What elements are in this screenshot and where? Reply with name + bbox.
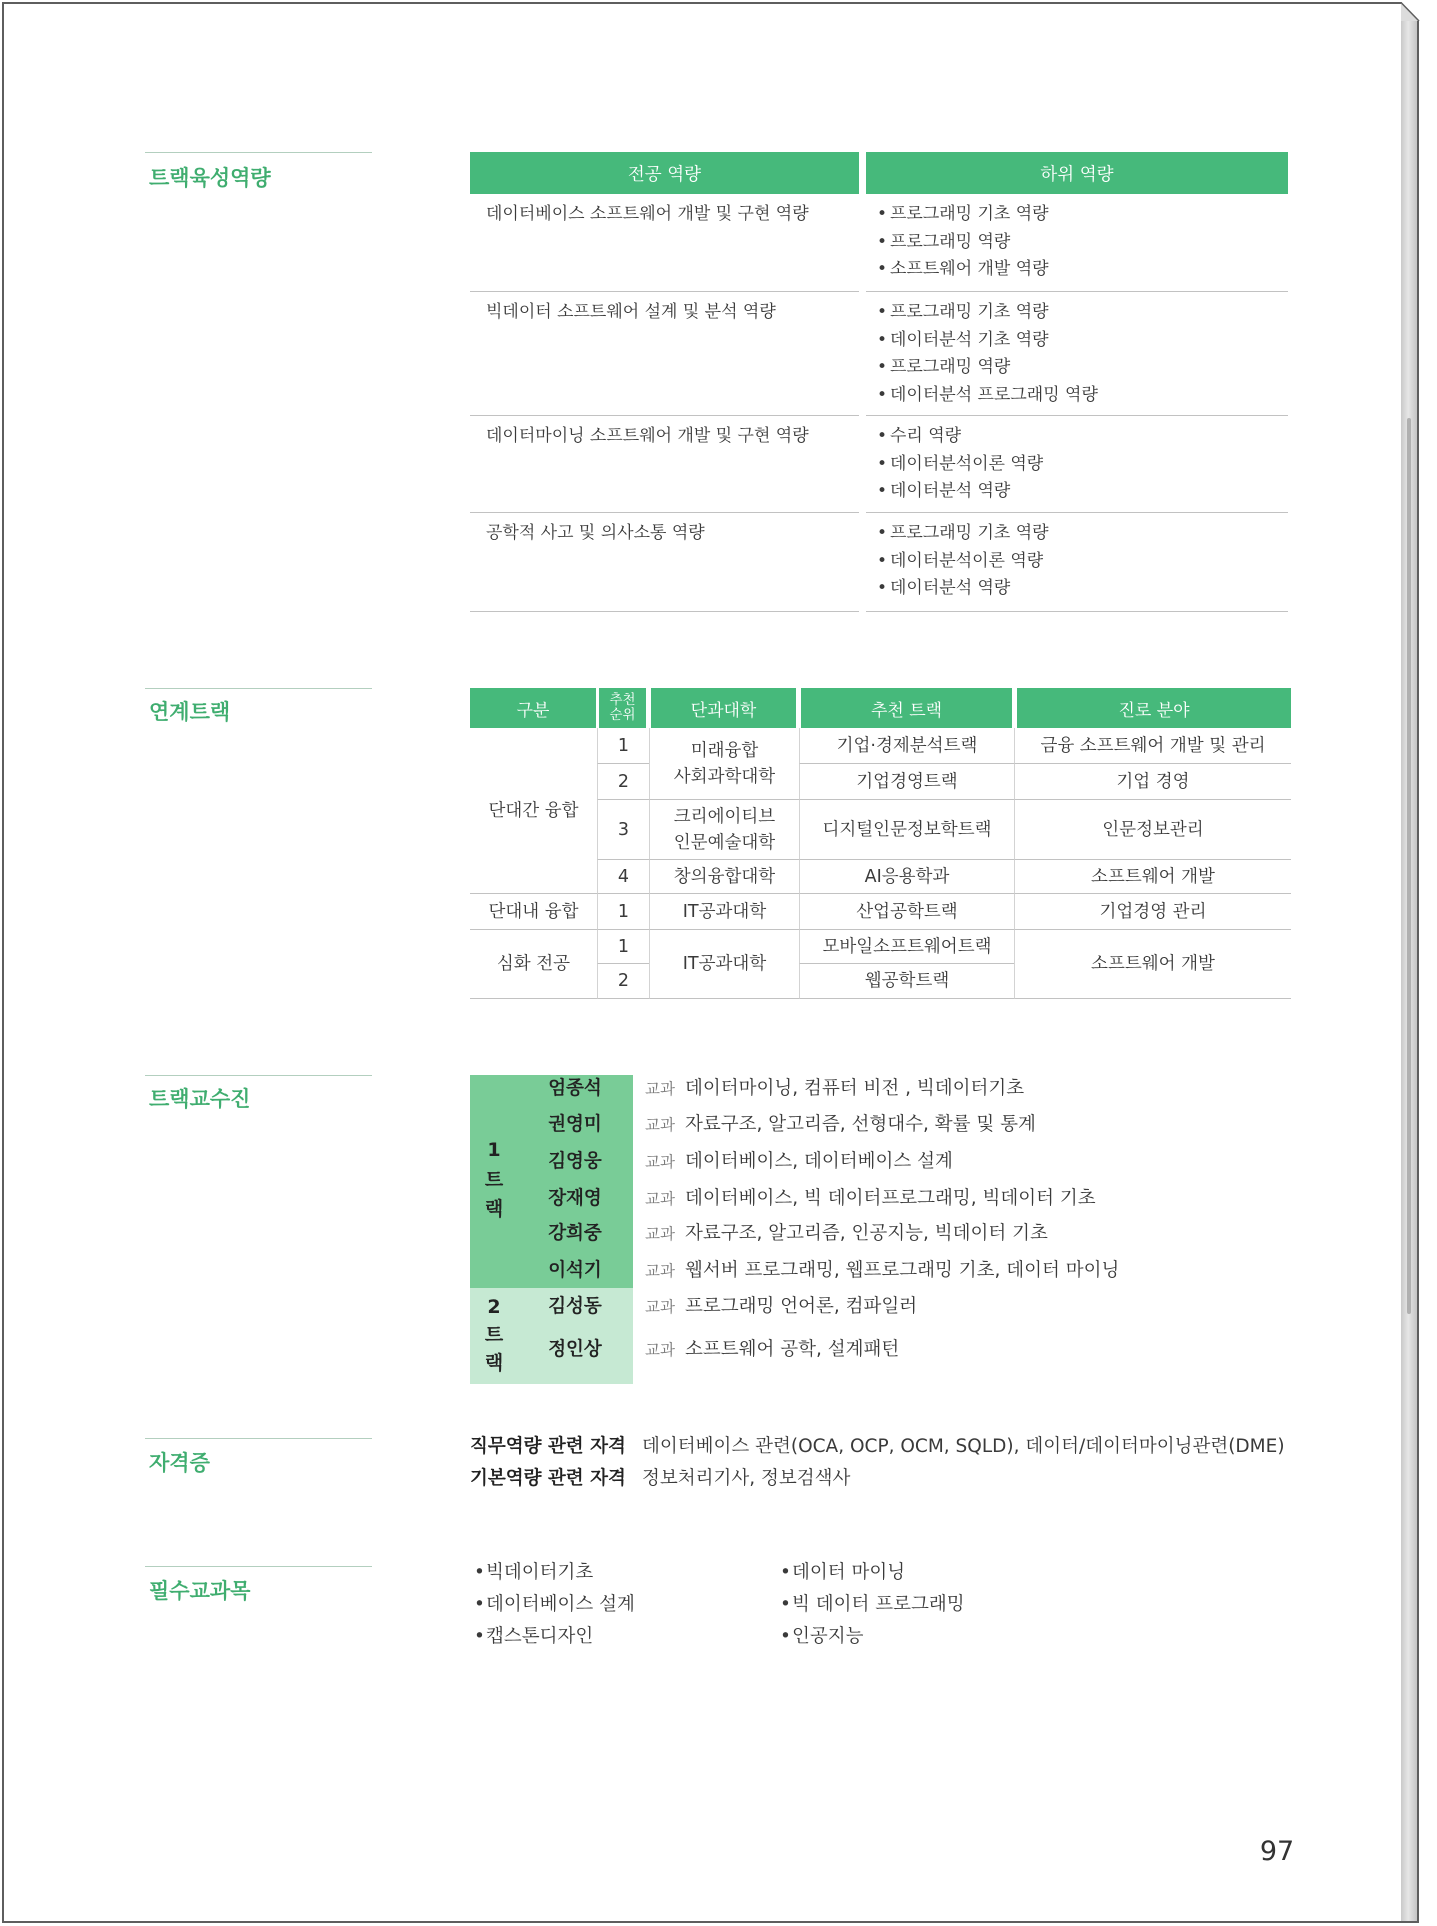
professor-subjects: 데이터베이스, 데이터베이스 설계 bbox=[685, 1151, 953, 1172]
professor-name: 김성동 bbox=[548, 1296, 602, 1317]
career-cell: 금융 소프트웨어 개발 및 관리 bbox=[1014, 728, 1291, 764]
sub-competency-item: • 프로그래밍 역량 bbox=[866, 354, 1288, 382]
professor-name: 강희중 bbox=[548, 1223, 602, 1244]
faculty-row bbox=[470, 1071, 1370, 1107]
required-courses-list-right bbox=[776, 1557, 965, 1653]
college-line: 창의융합대학 bbox=[673, 866, 776, 887]
certificates-section-title: 자격증 bbox=[149, 1451, 210, 1475]
track-label-char: 트 bbox=[484, 1324, 504, 1346]
required-course-item: • 데이터 마이닝 bbox=[776, 1557, 965, 1589]
professor-subjects: 자료구조, 알고리즘, 선형대수, 확률 및 통계 bbox=[685, 1114, 1036, 1135]
college-line: 인문예술대학 bbox=[673, 832, 776, 853]
certificate-value: 데이터베이스 관련(OCA, OCP, OCM, SQLD), 데이터/데이터마이닝관련(DME) bbox=[642, 1436, 1285, 1457]
sub-competency-item: • 프로그래밍 기초 역량 bbox=[866, 520, 1288, 548]
track-cell: AI응용학과 bbox=[799, 860, 1014, 894]
professor-subjects: 데이터베이스, 빅 데이터프로그래밍, 빅데이터 기초 bbox=[685, 1188, 1096, 1209]
sub-competency-item: • 데이터분석이론 역량 bbox=[866, 548, 1288, 576]
track-cell: 디지털인문정보학트랙 bbox=[799, 800, 1014, 860]
professor-name: 김영웅 bbox=[548, 1151, 602, 1172]
professor-name: 장재영 bbox=[548, 1188, 602, 1209]
track-cell: 웹공학트랙 bbox=[799, 964, 1014, 999]
category-cell: 단대내 융합 bbox=[470, 894, 597, 930]
required-course-item: • 빅 데이터 프로그래밍 bbox=[776, 1589, 965, 1621]
rank-cell: 1 bbox=[597, 728, 649, 764]
college-line: 미래융합 bbox=[690, 740, 759, 761]
professor-subjects: 소프트웨어 공학, 설계패턴 bbox=[685, 1339, 900, 1360]
faculty-row bbox=[470, 1289, 1370, 1325]
rank-cell: 1 bbox=[597, 894, 649, 930]
sub-competency-item: • 프로그래밍 기초 역량 bbox=[866, 299, 1288, 327]
certificate-row bbox=[470, 1465, 1370, 1493]
sub-competency-list bbox=[866, 416, 1288, 513]
college-line: IT공과대학 bbox=[682, 954, 767, 974]
faculty-row bbox=[470, 1253, 1370, 1289]
category-cell: 단대간 융합 bbox=[470, 728, 597, 894]
subject-label: 교과 bbox=[645, 1190, 675, 1208]
track-cell: 기업·경제분석트랙 bbox=[799, 728, 1014, 764]
professor-subjects: 프로그래밍 언어론, 컴파일러 bbox=[685, 1296, 918, 1317]
major-competency-cell: 데이터베이스 소프트웨어 개발 및 구현 역량 bbox=[470, 194, 859, 292]
career-cell: 기업경영 관리 bbox=[1014, 894, 1291, 930]
professor-name: 권영미 bbox=[548, 1114, 602, 1135]
subject-label: 교과 bbox=[645, 1116, 675, 1134]
sub-competency-item: • 소프트웨어 개발 역량 bbox=[866, 256, 1288, 284]
sub-competency-list bbox=[866, 194, 1288, 292]
page-number: 97 bbox=[1259, 1836, 1295, 1867]
professor-subjects: 자료구조, 알고리즘, 인공지능, 빅데이터 기초 bbox=[685, 1223, 1048, 1244]
faculty-row bbox=[470, 1144, 1370, 1180]
required-courses-section-title: 필수교과목 bbox=[149, 1579, 251, 1603]
sub-competency-item: • 데이터분석이론 역량 bbox=[866, 451, 1288, 479]
required-course-item: • 빅데이터기초 bbox=[470, 1557, 635, 1589]
sub-competency-item: • 프로그래밍 역량 bbox=[866, 229, 1288, 257]
track-cell: 모바일소프트웨어트랙 bbox=[799, 930, 1014, 964]
faculty-row bbox=[470, 1181, 1370, 1217]
rank-cell: 4 bbox=[597, 860, 649, 894]
rank-cell: 2 bbox=[597, 964, 649, 999]
faculty-row bbox=[470, 1332, 1370, 1368]
subject-label: 교과 bbox=[645, 1080, 675, 1098]
career-cell: 인문정보관리 bbox=[1014, 800, 1291, 860]
sub-competency-item: • 데이터분석 역량 bbox=[866, 478, 1288, 506]
subject-label: 교과 bbox=[645, 1225, 675, 1243]
professor-name: 이석기 bbox=[548, 1260, 602, 1281]
sub-competency-list bbox=[866, 513, 1288, 612]
competency-section-title: 트랙육성역량 bbox=[149, 166, 271, 190]
faculty-section-rule bbox=[145, 1075, 372, 1076]
required-courses-section-rule bbox=[145, 1566, 372, 1567]
rank-cell: 2 bbox=[597, 764, 649, 800]
required-course-item: • 캡스톤디자인 bbox=[470, 1621, 635, 1653]
sub-competency-item: • 데이터분석 기초 역량 bbox=[866, 327, 1288, 355]
college-cell bbox=[649, 894, 799, 930]
required-courses-list-left bbox=[470, 1557, 635, 1653]
sub-competency-list bbox=[866, 292, 1288, 416]
subject-label: 교과 bbox=[645, 1153, 675, 1171]
category-cell: 심화 전공 bbox=[470, 930, 597, 999]
category-header: 구분 bbox=[470, 688, 596, 728]
sub-competency-item: • 데이터분석 프로그래밍 역량 bbox=[866, 382, 1288, 410]
linked-track-section-title: 연계트랙 bbox=[149, 700, 231, 724]
career-cell: 기업 경영 bbox=[1014, 764, 1291, 800]
subject-label: 교과 bbox=[645, 1341, 675, 1359]
certificates-section-rule bbox=[145, 1438, 372, 1439]
track-label-char: 트 bbox=[484, 1168, 504, 1191]
professor-subjects: 데이터마이닝, 컴퓨터 비전 , 빅데이터기초 bbox=[685, 1078, 1025, 1099]
track-label-char: 1 bbox=[487, 1139, 501, 1161]
professor-name: 엄종석 bbox=[548, 1078, 602, 1099]
track-label-char: 랙 bbox=[484, 1352, 504, 1374]
rank-cell: 3 bbox=[597, 800, 649, 860]
college-header: 단과대학 bbox=[651, 688, 796, 728]
competency-section-rule bbox=[145, 152, 372, 153]
professor-subjects: 웹서버 프로그래밍, 웹프로그래밍 기초, 데이터 마이닝 bbox=[685, 1260, 1120, 1281]
sub-competency-item: • 데이터분석 역량 bbox=[866, 575, 1288, 603]
faculty-row bbox=[470, 1107, 1370, 1143]
rank-header-line: 순위 bbox=[609, 707, 636, 723]
page-curl-icon bbox=[1399, 0, 1421, 24]
college-line: IT공과대학 bbox=[682, 901, 767, 922]
page-edge-highlight bbox=[1407, 418, 1411, 1314]
sub-competency-item: • 프로그래밍 기초 역량 bbox=[866, 201, 1288, 229]
track-label-char: 2 bbox=[487, 1296, 501, 1318]
linked-track-section-rule bbox=[145, 688, 372, 689]
college-line: 크리에이티브 bbox=[673, 806, 776, 827]
track-label-char: 랙 bbox=[484, 1198, 504, 1220]
college-cell bbox=[649, 860, 799, 894]
track-cell: 산업공학트랙 bbox=[799, 894, 1014, 930]
rank-cell: 1 bbox=[597, 930, 649, 964]
subject-label: 교과 bbox=[645, 1262, 675, 1280]
sub-competency-item: • 수리 역량 bbox=[866, 423, 1288, 451]
college-cell bbox=[649, 728, 799, 800]
college-cell bbox=[649, 800, 799, 860]
certificate-value: 정보처리기사, 정보검색사 bbox=[642, 1468, 851, 1489]
career-cell: 소프트웨어 개발 bbox=[1014, 860, 1291, 894]
faculty-row bbox=[470, 1216, 1370, 1252]
certificate-label: 기본역량 관련 자격 bbox=[470, 1468, 626, 1489]
certificate-row bbox=[470, 1433, 1370, 1461]
track-cell: 기업경영트랙 bbox=[799, 764, 1014, 800]
certificate-label: 직무역량 관련 자격 bbox=[470, 1436, 626, 1457]
faculty-section-title: 트랙교수진 bbox=[149, 1087, 251, 1111]
required-course-item: • 인공지능 bbox=[776, 1621, 965, 1653]
professor-name: 정인상 bbox=[548, 1339, 602, 1360]
college-line: 사회과학대학 bbox=[673, 766, 776, 787]
career-cell: 소프트웨어 개발 bbox=[1014, 930, 1291, 999]
college-cell bbox=[649, 930, 799, 999]
sub-competency-header: 하위 역량 bbox=[866, 152, 1288, 194]
track-header: 추천 트랙 bbox=[801, 688, 1012, 728]
major-competency-header: 전공 역량 bbox=[470, 152, 859, 194]
career-header: 진로 분야 bbox=[1017, 688, 1291, 728]
rank-header-line: 추천 bbox=[609, 692, 636, 708]
rank-header bbox=[599, 688, 646, 728]
major-competency-cell: 공학적 사고 및 의사소통 역량 bbox=[470, 513, 859, 612]
major-competency-cell: 데이터마이닝 소프트웨어 개발 및 구현 역량 bbox=[470, 416, 859, 513]
required-course-item: • 데이터베이스 설계 bbox=[470, 1589, 635, 1621]
major-competency-cell: 빅데이터 소프트웨어 설계 및 분석 역량 bbox=[470, 292, 859, 416]
subject-label: 교과 bbox=[645, 1298, 675, 1316]
